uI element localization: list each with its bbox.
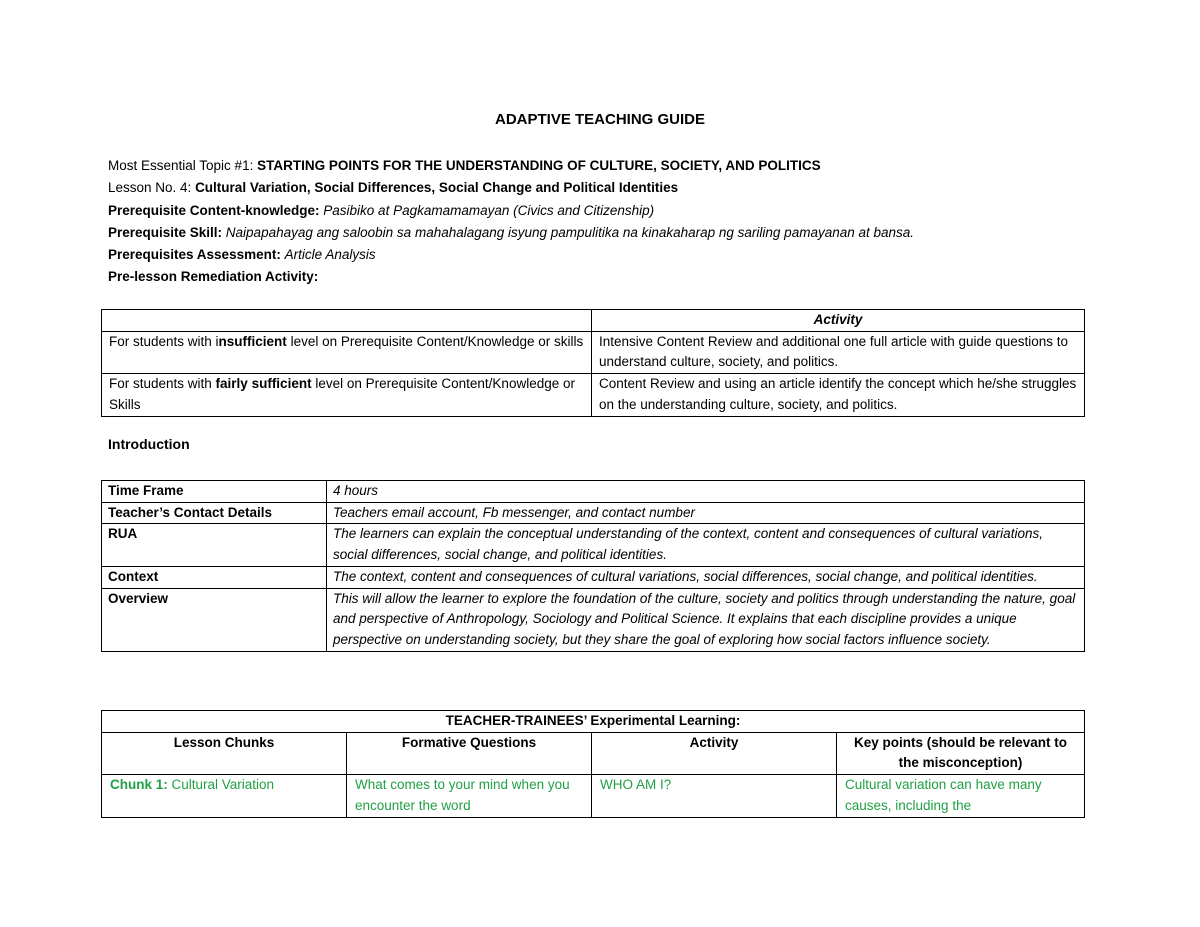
cell-text: level on Prerequisite Content/Knowledge or Skills	[109, 376, 575, 412]
row-value: 4 hours	[327, 481, 1085, 503]
table-cell: Content Review and using an article identify the concept which he/she struggles on the understanding culture, society, and politics.	[592, 374, 1085, 416]
table-row	[102, 524, 1085, 566]
lesson-value: Cultural Variation, Social Differences, Social Change and Political Identities	[195, 180, 679, 196]
header-activity: Activity	[592, 732, 837, 774]
prereq-assessment-value: Article Analysis	[284, 247, 376, 263]
remediation-line	[108, 266, 914, 288]
table-cell: Intensive Content Review and additional one full article with guide questions to understand culture, society, and politics.	[592, 331, 1085, 373]
cell-text-bold: fairly sufficient	[215, 376, 312, 392]
prereq-skill-line	[108, 222, 914, 244]
experiential-title: TEACHER-TRAINEES’ Experimental Learning:	[102, 711, 1085, 733]
topic-label: Most Essential Topic #1:	[108, 158, 258, 173]
remediation-table	[101, 309, 1085, 417]
prereq-content-label: Prerequisite Content-knowledge:	[108, 202, 324, 218]
header-lesson-chunks: Lesson Chunks	[102, 732, 347, 774]
chunk-label: Chunk 1:	[110, 777, 172, 793]
prereq-assessment-line	[108, 244, 914, 266]
activity-header: Activity	[592, 310, 1085, 332]
cell-text: For students with	[109, 376, 216, 392]
header-formative-questions: Formative Questions	[347, 732, 592, 774]
cell-text: level on Prerequisite Content/Knowledge or skills	[286, 333, 584, 349]
table-title-row	[102, 711, 1085, 733]
row-value: The context, content and consequences of cultural variations, social differences, social change, and political identities.	[327, 566, 1085, 588]
row-value: Teachers email account, Fb messenger, and contact number	[327, 502, 1085, 524]
table-row	[102, 481, 1085, 503]
row-label: Time Frame	[102, 481, 327, 503]
topic-line	[108, 155, 914, 177]
row-label: Context	[102, 566, 327, 588]
table-cell	[102, 331, 592, 373]
prereq-content-value: Pasibiko at Pagkamamamayan (Civics and Citizenship)	[323, 202, 655, 218]
cell-text: For students with i	[109, 333, 219, 349]
table-row	[102, 502, 1085, 524]
lesson-label: Lesson No. 4:	[108, 180, 196, 196]
prereq-assessment-label: Prerequisites Assessment:	[108, 247, 285, 263]
prereq-content-line	[108, 200, 914, 222]
question-cell: What comes to your mind when you encounter the word	[347, 775, 592, 817]
table-row	[102, 374, 1085, 416]
introduction-heading: Introduction	[108, 436, 190, 452]
table-row	[102, 775, 1085, 817]
table-cell	[102, 310, 592, 332]
lesson-meta	[108, 155, 914, 289]
cell-text-bold: nsufficient	[218, 333, 287, 349]
table-row	[102, 566, 1085, 588]
chunk-cell	[102, 775, 347, 817]
document-title: ADAPTIVE TEACHING GUIDE	[494, 111, 705, 128]
lesson-line	[108, 177, 914, 199]
table-cell	[102, 374, 592, 416]
prereq-skill-label: Prerequisite Skill:	[108, 224, 226, 240]
prereq-skill-value: Naipapahayag ang saloobin sa mahahalagang isyung pampulitika na kinakaharap ng sariling pamayanan at bansa.	[225, 224, 915, 240]
table-header-row	[102, 732, 1085, 774]
experiential-table	[101, 710, 1085, 818]
activity-cell: WHO AM I?	[592, 775, 837, 817]
header-key-points: Key points (should be relevant to the misconception)	[837, 732, 1085, 774]
chunk-value: Cultural Variation	[171, 777, 275, 793]
remediation-label: Pre-lesson Remediation Activity:	[108, 269, 319, 285]
table-header-row	[102, 310, 1085, 332]
row-value: The learners can explain the conceptual understanding of the context, content and consequences of cultural variations, social differences, social change, and political identities.	[327, 524, 1085, 566]
keypoint-cell: Cultural variation can have many causes, including the	[837, 775, 1085, 817]
row-label: Overview	[102, 588, 327, 651]
table-row	[102, 588, 1085, 651]
topic-value: STARTING POINTS FOR THE UNDERSTANDING OF CULTURE, SOCIETY, AND POLITICS	[257, 158, 821, 173]
row-label: Teacher’s Contact Details	[102, 502, 327, 524]
row-value: This will allow the learner to explore the foundation of the culture, society and politics through understanding the nature, goal and perspective of Anthropology, Sociology and Political Science. It explains that each discipline provides a unique perspective on understanding society, but they share the goal of exploring how social factors influence society.	[327, 588, 1085, 651]
table-row	[102, 331, 1085, 373]
introduction-table	[101, 480, 1085, 652]
row-label: RUA	[102, 524, 327, 566]
